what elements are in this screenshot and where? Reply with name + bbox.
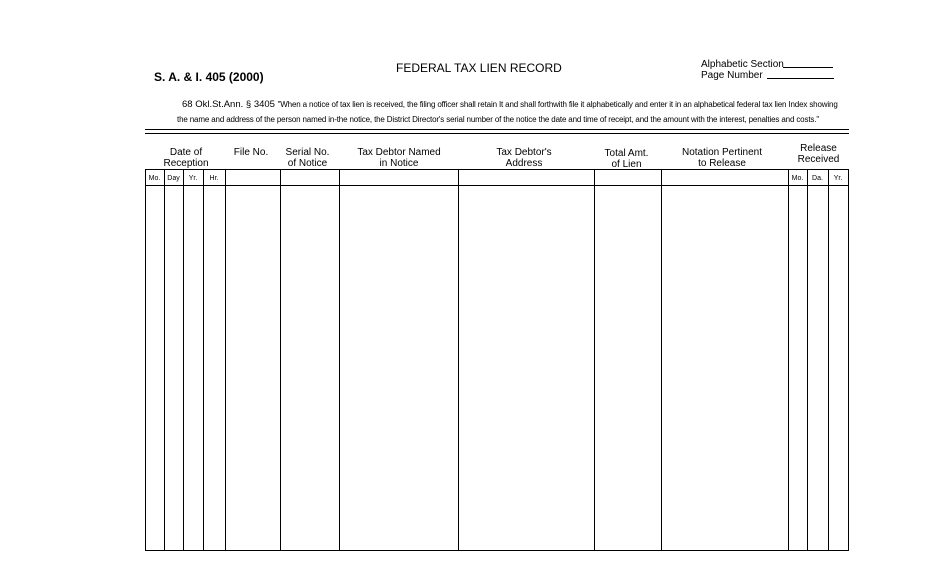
table-bottom-rule	[145, 550, 849, 551]
statute-line-1	[182, 99, 838, 110]
col-line-mo-day	[164, 169, 165, 551]
col-line-day-yr	[183, 169, 184, 551]
subheader-release-yr: Yr.	[833, 175, 843, 182]
col-line-yr-hr	[203, 169, 204, 551]
header-serial-no	[280, 147, 335, 169]
subheader-reception-day: Day	[167, 175, 180, 182]
col-line-serial-debtor	[339, 169, 340, 551]
subheader-bottom-rule	[145, 185, 849, 186]
col-line-total-notation	[661, 169, 662, 551]
header-file-no: File No.	[233, 147, 269, 158]
statute-text-line-2: the name and address of the person named in-the notice, the District Director's serial number of the notice the date and time of receipt, and the amount with the interest, penalties and costs."	[177, 115, 820, 124]
header-notation	[662, 147, 782, 169]
header-serial-no-line2: of Notice	[287, 158, 328, 169]
page-number-field[interactable]	[767, 78, 834, 79]
header-debtor-address-line1: Tax Debtor's	[496, 147, 552, 158]
header-total-amt	[594, 148, 659, 170]
col-line-release-mo-da	[807, 169, 808, 551]
col-line-debtor-address	[458, 169, 459, 551]
header-debtor-address-line2: Address	[505, 158, 543, 169]
col-line-hr-file	[225, 169, 226, 551]
statute-citation: 68 Okl.St.Ann. § 3405	[182, 99, 275, 110]
col-line-left	[145, 169, 146, 551]
header-release-received	[789, 143, 848, 165]
col-line-right	[848, 169, 849, 551]
subheader-reception-hr: Hr.	[209, 175, 219, 182]
header-serial-no-line1: Serial No.	[285, 147, 330, 158]
header-debtor-named-line2: in Notice	[379, 158, 419, 169]
header-notation-line2: to Release	[698, 158, 746, 169]
page-number-label: Page Number	[701, 70, 763, 81]
col-line-address-total	[594, 169, 595, 551]
col-line-notation-release	[788, 169, 789, 551]
form-title: FEDERAL TAX LIEN RECORD	[396, 61, 562, 75]
statute-text-line-1: "When a notice of tax lien is received, the filing officer shall retain It and shall forthwith file it alphabetically and enter it in an alphabetical federal tax lien Index showing	[277, 100, 838, 109]
top-rule	[145, 129, 849, 130]
alphabetic-section-label: Alphabetic Section	[701, 59, 784, 70]
col-line-file-serial	[280, 169, 281, 551]
subheader-reception-yr: Yr.	[188, 175, 198, 182]
subheader-top-rule-right	[788, 169, 849, 170]
header-notation-line1: Notation Pertinent	[681, 147, 763, 158]
header-debtor-address	[458, 147, 590, 169]
top-rule-second	[145, 133, 849, 134]
subheader-release-da: Da.	[812, 175, 823, 182]
subheader-top-rule-left	[145, 169, 789, 170]
header-debtor-named	[340, 147, 458, 169]
subheader-release-mo: Mo.	[791, 175, 804, 182]
header-date-of-reception: Date of Reception	[163, 147, 209, 169]
col-line-release-da-yr	[828, 169, 829, 551]
header-release-line1: Release	[800, 143, 837, 154]
alphabetic-section-field[interactable]	[783, 67, 833, 68]
header-release-line2: Received	[797, 154, 840, 165]
header-total-amt-line1: Total Amt.	[604, 148, 649, 159]
header-total-amt-line2: of Lien	[611, 159, 642, 170]
subheader-reception-mo: Mo.	[148, 175, 161, 182]
form-number: S. A. & I. 405 (2000)	[154, 70, 264, 84]
header-debtor-named-line1: Tax Debtor Named	[357, 147, 441, 158]
